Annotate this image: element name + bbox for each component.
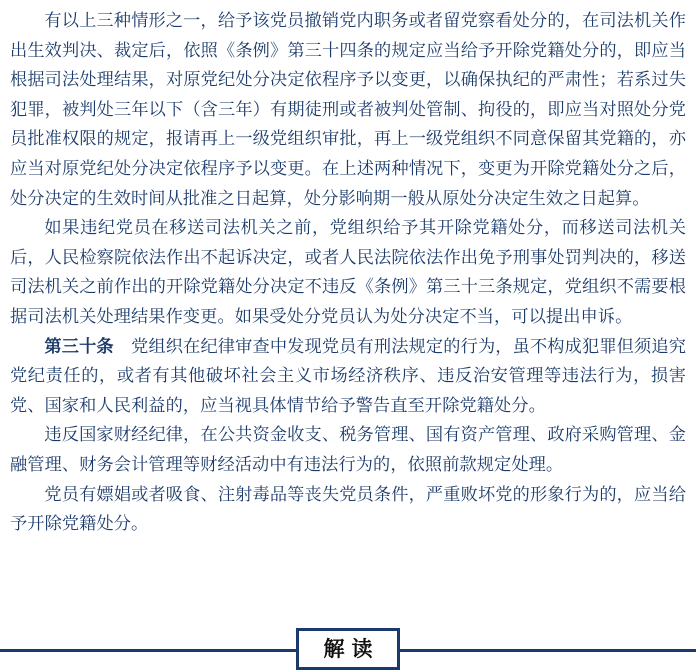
paragraph-2: 如果违纪党员在移送司法机关之前，党组织给予其开除党籍处分，而移送司法机关后，人民检察院依法作出不起诉决定，或者人民法院依法作出免予刑事处罚判决的，移送司法机关之前作出的开除党籍处分决定不违反《条例》第三十三条规定，党组织不需要根据司法机关处理结果作变更。如果受处分党员认为处分决定不当，可以提出申诉。 — [10, 218, 686, 326]
section-banner — [0, 628, 696, 670]
article-number: 第三十条 — [44, 336, 114, 356]
paragraph-5: 党员有嫖娼或者吸食、注射毒品等丧失党员条件，严重败坏党的形象行为的，应当给予开除党籍处分。 — [10, 484, 686, 534]
paragraph-1: 有以上三种情形之一，给予该党员撤销党内职务或者留党察看处分的，在司法机关作出生效判决、裁定后，依照《条例》第三十四条的规定应当给予开除党籍处分的，即应当根据司法处理结果，对原党纪处分决定依程序予以变更，以确保执纪的严肃性；若系过失犯罪，被判处三年以下（含三年）有期徒刑或者被判处管制、拘役的，即应当对照处分党员批准权限的规定，报请再上一级党组织审批，再上一级党组织不同意保留其党籍的，亦应当对原党纪处分决定依程序予以变更。在上述两种情况下，变更为开除党籍处分之后，处分决定的生效时间从批准之日起算，处分影响期一般从原处分决定生效之日起算。 — [10, 11, 686, 208]
banner-label: 解读 — [323, 636, 380, 661]
document-body — [10, 6, 686, 539]
paragraph-3 — [10, 332, 686, 421]
banner-box — [296, 628, 400, 670]
paragraph-3-text: 党组织在纪律审查中发现党员有刑法规定的行为，虽不构成犯罪但须追究党纪责任的，或者有其他破坏社会主义市场经济秩序、违反治安管理等违法行为，损害党、国家和人民利益的，应当视具体情节给予警告直至开除党籍处分。 — [10, 336, 686, 415]
paragraph-4: 违反国家财经纪律，在公共资金收支、税务管理、国有资产管理、政府采购管理、金融管理、财务会计管理等财经活动中有违法行为的，依照前款规定处理。 — [10, 425, 686, 474]
